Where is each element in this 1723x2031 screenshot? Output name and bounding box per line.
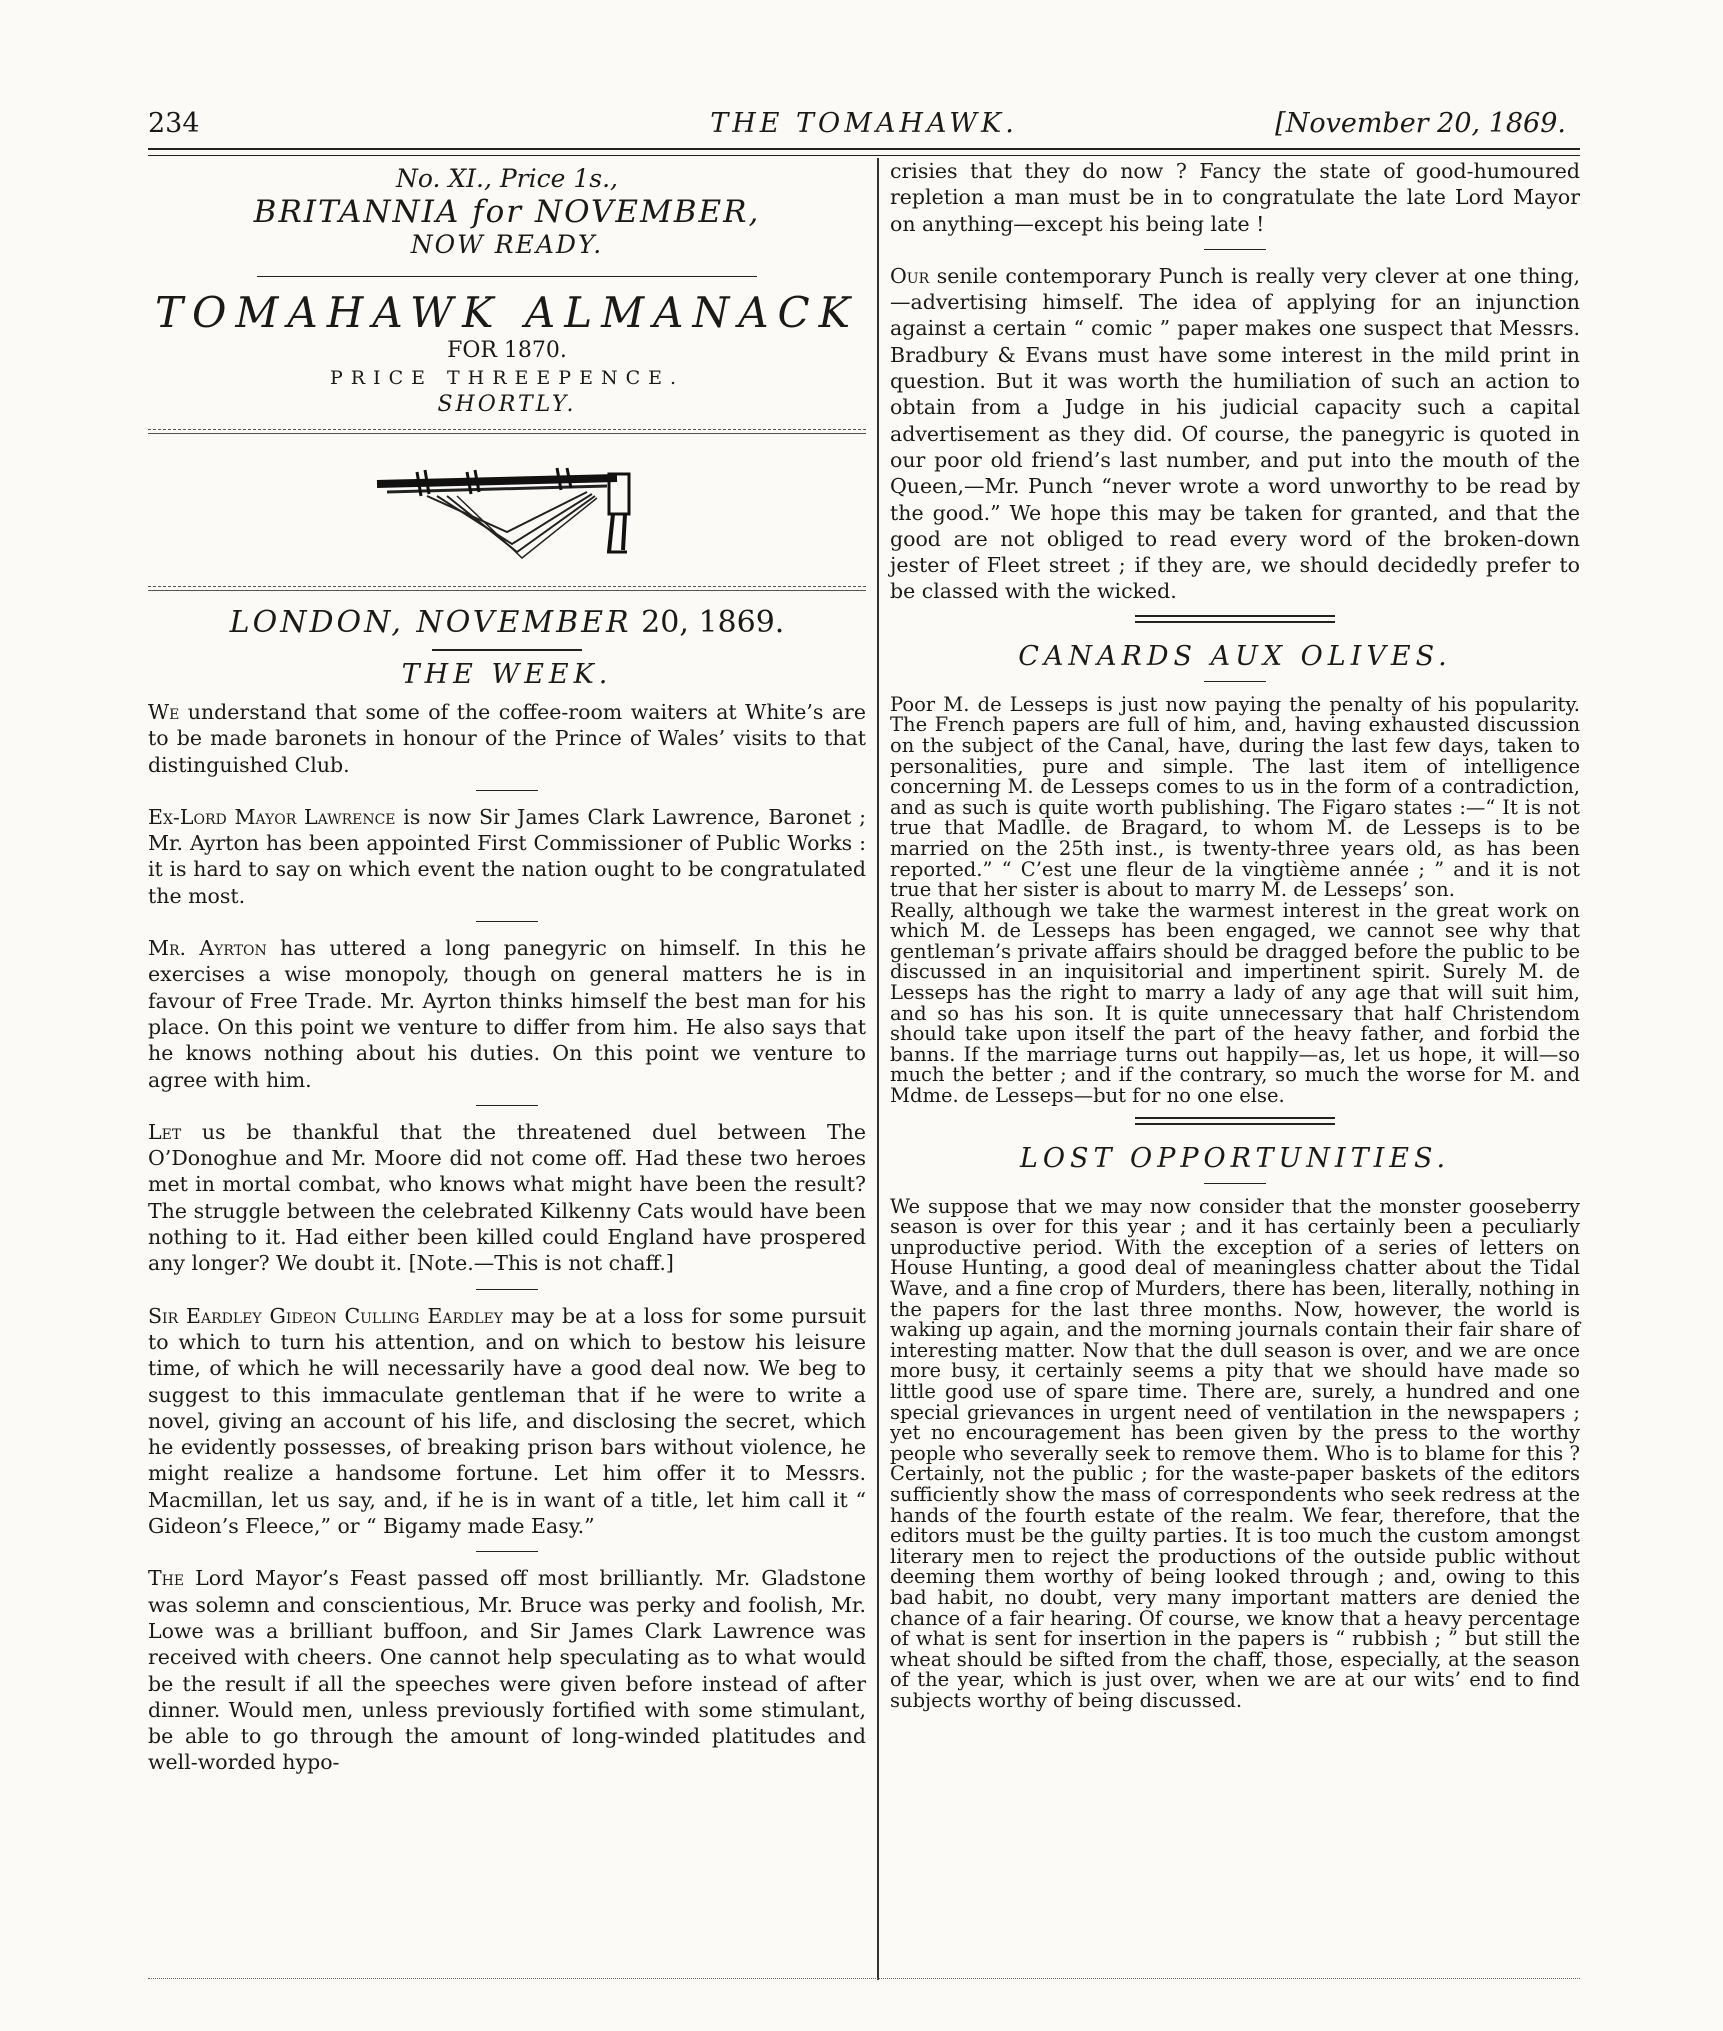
canards-paragraph-2: Really, although we take the warmest interest in the great work on which M. de Lesseps has been engaged, we cannot see why that gentleman’s private affairs should be dragged before the public to be discussed in an inquisitorial and impertinent spirit. Surely M. de Lesseps has the right to marry a lady of any age that will suit him, and so has his son. It is quite unnecessary that half Christendom should take upon itself the part of the heavy father, and forbid the banns. If the marriage turns out happily—as, let us hope, it will—so much the better ; and if the contrary, so much the worse for M. and Mdme. de Lesseps—but for no one else.	[890, 898, 1580, 1108]
right-column	[890, 158, 1580, 1711]
week-paragraph	[148, 1119, 866, 1277]
paragraph-body: suppose that we may now consider that the monster gooseberry season is over for this year ; and it has certainly been a peculiarly unproductive period. With the exception of a series of letters on House Hunting, a good deal of meaningless chatter about the Tidal Wave, and a fine crop of Murders, there has been, literally, nothing in the papers for the last three months. Now, however, the world is waking up again, and the morning journals contain their fair share of interesting matter. Now that the dull season is over, and we are once more busy, it certainly seems a pity that we should have made so little good use of spare time. There are, surely, a hundred and one special grievances in urgent need of ventilation in the newspapers ; yet no encouragement has been given by the press to the worthy people who severally seek to remove them. Who is to blame for this ? Certainly, not the public ; for the waste-paper baskets of the editors sufficiently show the mass of correspondents who seek redress at the hands of the fourth estate of the realm. We fear, therefore, that the editors must be the guilty parties. It is too much the custom amongst literary men to reject the productions of the outside public without deeming them worthy of being looked through ; and, owing to this bad habit, no doubt, very many important matters are denied the chance of a fair hearing. Of course, we know that a heavy percentage of what is sent for insertion in the papers is “ rubbish ; ” but still the wheat should be sifted from the chaff, those, especially, at the season of the year, which is just over, when we are at our wits’ end to find subjects worthy of being discussed.	[890, 1194, 1580, 1712]
column-divider	[877, 158, 879, 1980]
britannia-title: BRITANNIA for NOVEMBER,	[253, 194, 761, 230]
ad-divider	[257, 276, 757, 277]
section-separator	[1135, 615, 1335, 623]
almanack-year: FOR 1870.	[447, 338, 567, 363]
britannia-advertisement	[148, 164, 866, 419]
week-paragraph	[148, 699, 866, 778]
paragraph-body: has uttered a long panegyric on himself. In this he exercises a wise monopoly, though on general matters he is in favour of Free Trade. Mr. Ayrton thinks himself the best man for his place. On this point we venture to differ from him. He also says that he knows nothing about his duties. On this point we venture to agree with him.	[148, 936, 866, 1092]
ornament-rule-bottom	[148, 586, 866, 587]
paragraph-lead: We	[890, 1194, 920, 1218]
running-head	[148, 100, 1580, 148]
paragraph-lead: Let	[148, 1119, 182, 1144]
canards-paragraph	[890, 692, 1580, 902]
header-rule	[148, 148, 1580, 156]
lost-opportunities-paragraph	[890, 1194, 1580, 1712]
dateline-day: 20,	[641, 605, 689, 640]
paragraph-separator	[476, 1551, 538, 1552]
almanack-price: PRICE THREEPENCE.	[329, 367, 685, 389]
newspaper-page	[148, 100, 1580, 1980]
week-paragraph	[148, 935, 866, 1093]
paragraph-lead: Sir Eardley Gideon Culling Eardley	[148, 1303, 503, 1328]
paragraph-lead: The	[148, 1566, 185, 1591]
week-paragraph	[148, 804, 866, 909]
paragraph-separator	[476, 921, 538, 922]
paragraph-lead: Poor	[890, 692, 936, 716]
masthead-title: THE TOMAHAWK.	[710, 108, 1018, 139]
paragraph-separator	[476, 1289, 538, 1290]
paragraph-lead: Our	[890, 263, 930, 288]
paragraph-body: understand that some of the coffee-room waiters at White’s are to be made baronets in honour of the Prince of Wales’ visits to that distinguished Club.	[148, 700, 866, 777]
paragraph-body: M. de Lesseps is just now paying the penalty of his popularity. The French papers are full of him, and, having exhausted discussion on the subject of the Canal, have, during the last few days, taken to personalities, pure and simple. The last item of intelligence concerning M. de Lesseps comes to us in the form of a contradiction, and as such is quite worth publishing. The Figaro states :—“ It is not true that Madlle. de Bragard, to whom M. de Lesseps is to be married on the 25th inst., is twenty-three years old, as has been reported.” “ C’est une fleur de la vingtième année ; ” and it is not true that her sister is about to marry M. de Lesseps’ son.	[890, 692, 1580, 902]
paragraph-body: may be at a loss for some pursuit to which to turn his attention, and on which to bestow his leisure time, of which he will necessarily have a good deal now. We beg to suggest to this immaculate gentleman that if he were to write a novel, giving an account of his life, and disclosing the secret, which he evidently possesses, of breaking prison bars without violence, he might realize a handsome fortune. Let him offer it to Messrs. Macmillan, let us say, and, if he is in want of a title, let him call it “ Gideon’s Fleece,” or “ Bigamy made Easy.”	[148, 1303, 866, 1539]
paragraph-separator	[476, 790, 538, 791]
paragraph-lead: We	[148, 700, 180, 724]
week-paragraph	[148, 1565, 866, 1775]
dateline-place: LONDON, NOVEMBER	[229, 605, 632, 640]
dateline	[148, 603, 866, 643]
paragraph-body: senile contemporary Punch is really very clever at one thing,—advertising himself. The idea of applying for an injunction against a certain “ comic ” paper makes one suspect that Messrs. Bradbury & Evans must have some interest in the mild print in question. But it was worth the humiliation of such an action to obtain from a Judge in his judicial capacity such a capital advertisement as they did. Of course, the panegyric is quoted in our poor old friend’s last number, and put into the mouth of the Queen,—Mr. Punch “never wrote a word unworthy to be read by the good.” We hope this may be taken for granted, and that the good are not obliged to read every word of the broken-down jester of Fleet street ; if they are, we should decidedly prefer to be classed with the wicked.	[890, 263, 1580, 604]
title-rule	[1204, 681, 1266, 682]
paragraph-separator	[1204, 249, 1266, 250]
title-rule	[1204, 1183, 1266, 1184]
week-paragraph	[148, 1303, 866, 1540]
paragraph-body: Lord Mayor’s Feast passed off most brilliantly. Mr. Gladstone was solemn and conscientious, Mr. Bruce was perky and foolish, Mr. Lowe was a brilliant buffoon, and Sir James Clark Lawrence was received with cheers. One cannot help speculating as to what would be the result if all the speeches were given before instead of after dinner. Would men, unless previously fortified with some stimulant, be able to go through the amount of long-winded platitudes and well-worded hypo-	[148, 1566, 866, 1775]
britannia-issue: No. XI., Price 1s.,	[395, 164, 619, 193]
the-week-title: THE WEEK.	[401, 659, 613, 690]
section-separator	[1135, 1117, 1335, 1125]
paragraph-lead: Mr. Ayrton	[148, 936, 267, 961]
tomahawk-emblem-icon	[357, 452, 657, 572]
title-rule	[432, 649, 582, 651]
ornament-rule-bottom-2	[148, 590, 866, 591]
header-date: [November 20, 1869.	[1275, 108, 1566, 139]
ornament-rule-top-2	[148, 433, 866, 434]
punch-paragraph	[890, 263, 1580, 605]
left-column	[148, 158, 866, 1776]
almanack-title: TOMAHAWK ALMANACK	[154, 288, 860, 337]
paragraph-body: is now Sir James Clark Lawrence, Baronet ; Mr. Ayrton has been appointed First Commissioner of Public Works : it is hard to say on which event the nation ought to be congratulated the most.	[148, 804, 866, 908]
canards-title: CANARDS AUX OLIVES.	[1018, 640, 1452, 672]
paragraph-separator	[476, 1105, 538, 1106]
britannia-status: NOW READY.	[410, 230, 604, 259]
page-number: 234	[148, 108, 200, 139]
continued-paragraph: crisies that they do now ? Fancy the state of good-humoured repletion a man must be in to congratulate the late Lord Mayor on anything—except his being late !	[890, 159, 1580, 236]
dateline-year: 1869.	[698, 605, 785, 640]
almanack-status: SHORTLY.	[437, 392, 577, 417]
paragraph-body: us be thankful that the threatened duel between The O’Donoghue and Mr. Moore did not come off. Had these two heroes met in mortal combat, who knows what might have been the result? The struggle between the celebrated Kilkenny Cats would have been nothing to it. Had either been killed could England have prospered any longer? We doubt it. [Note.—This is not chaff.]	[148, 1119, 866, 1276]
page-bottom-rule	[148, 1978, 1580, 1979]
paragraph-lead: Ex-Lord Mayor Lawrence	[148, 804, 396, 829]
ornament-rule-top	[148, 429, 866, 430]
lost-opportunities-title: LOST OPPORTUNITIES.	[1019, 1142, 1451, 1174]
